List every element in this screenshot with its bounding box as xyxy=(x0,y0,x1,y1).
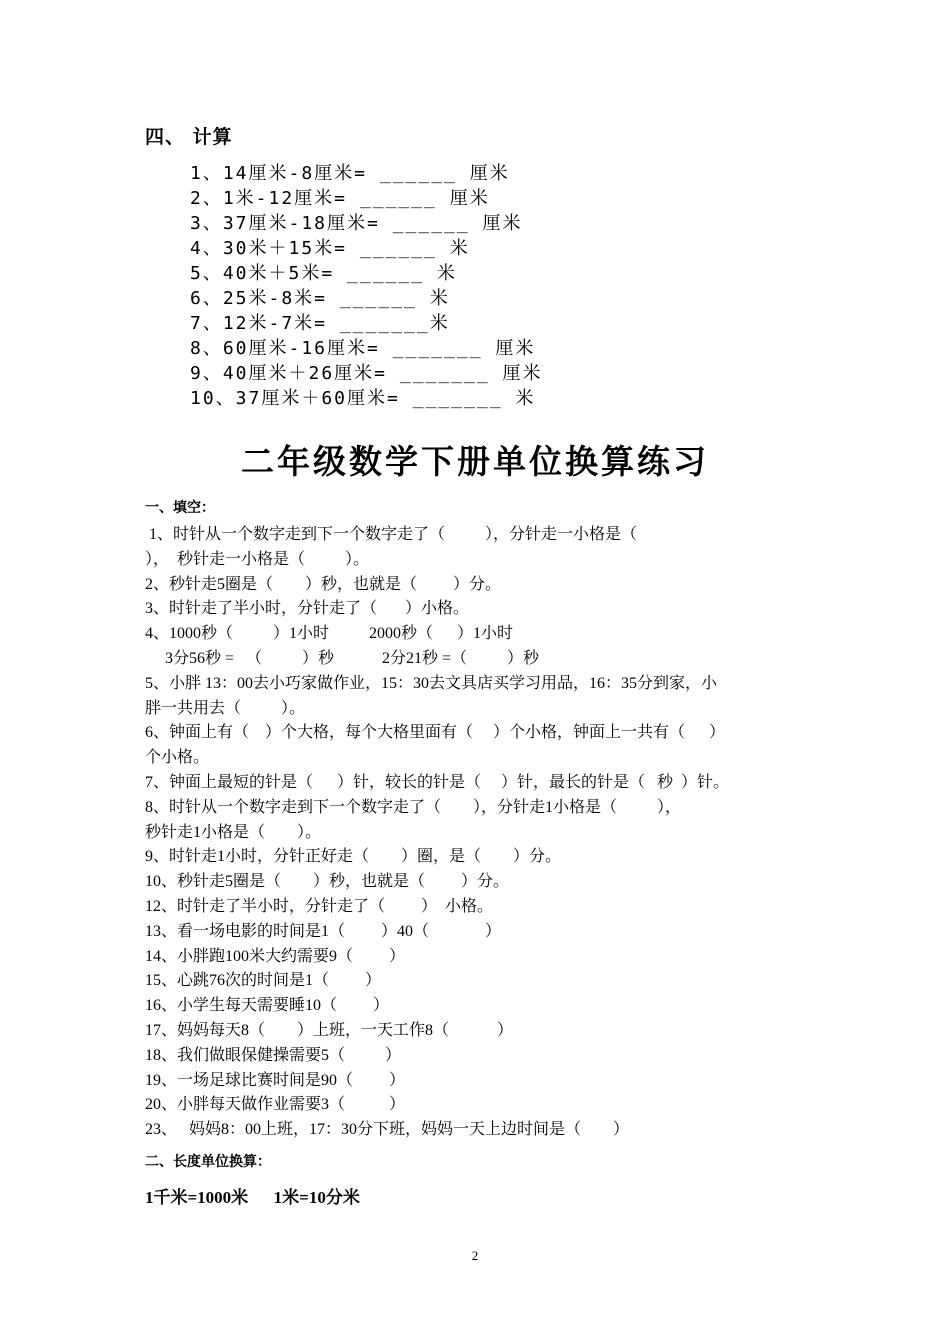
question-line: 秒针走1小格是（ ）。 xyxy=(145,823,322,841)
question-line: 6、钟面上有（ ）个大格，每个大格里面有（ ）个小格，钟面上一共有（ ） xyxy=(145,724,726,742)
question-line: 7、钟面上最短的针是（ ）针，较长的针是（ ）针，最长的针是（ 秒 ）针。 xyxy=(145,773,730,791)
question-line: 20、小胖每天做作业需要3（ ） xyxy=(145,1096,406,1114)
fill-in-list xyxy=(145,523,815,1143)
question-line: 2、秒针走5圈是（ ）秒，也就是（ ）分。 xyxy=(145,575,502,593)
question-line: 8、时针从一个数字走到下一个数字走了（ ），分针走1小格是（ ）， xyxy=(145,798,682,816)
question-line: 胖一共用去（ ）。 xyxy=(145,699,306,717)
calc-item: 10、37厘米＋60厘米= _______ 米 xyxy=(190,388,536,409)
question-line: 16、小学生每天需要睡10（ ） xyxy=(145,997,390,1015)
question-line: 4、1000秒（ ）1小时 2000秒（ ）1小时 xyxy=(145,625,514,643)
question-line: ）， 秒针走一小格是（ ）。 xyxy=(145,550,370,568)
question-line: 23、 妈妈8：00上班，17：30分下班，妈妈一天上边时间是（ ） xyxy=(145,1121,630,1139)
calc-item: 9、40厘米＋26厘米= _______ 厘米 xyxy=(190,363,543,384)
calc-item: 2、1米-12厘米= ______ 厘米 xyxy=(190,188,490,209)
question-line: 14、小胖跑100米大约需要9（ ） xyxy=(145,947,406,965)
question-line: 18、我们做眼保健操需要5（ ） xyxy=(145,1046,402,1064)
question-line: 17、妈妈每天8（ ）上班，一天工作8（ ） xyxy=(145,1021,514,1039)
question-line: 19、一场足球比赛时间是90（ ） xyxy=(145,1071,406,1089)
question-line: 个小格。 xyxy=(145,749,210,767)
unit-conversion-line: 1千米=1000米 1米=10分米 xyxy=(145,1188,360,1207)
calc-item: 8、60厘米-16厘米= _______ 厘米 xyxy=(190,338,536,359)
calc-list xyxy=(190,161,543,411)
question-line: 15、心跳76次的时间是1（ ） xyxy=(145,972,382,990)
section-heading-fill: 一、填空： xyxy=(145,500,215,516)
question-line: 1、时针从一个数字走到下一个数字走了（ ），分针走一小格是（ xyxy=(145,526,638,543)
worksheet-title: 二年级数学下册单位换算练习 xyxy=(241,442,709,481)
calc-item: 7、12米-7米= _______米 xyxy=(190,313,450,334)
question-line: 9、时针走1小时，分针正好走（ ）圈，是（ ）分。 xyxy=(145,848,562,866)
question-line: 5、小胖 13：00去小巧家做作业，15：30去文具店买学习用品，16：35分到家，小 xyxy=(145,674,718,692)
calc-item: 6、25米-8米= ______ 米 xyxy=(190,288,450,309)
question-line: 13、看一场电影的时间是1（ ）40（ ） xyxy=(145,922,502,940)
section-heading-calc: 四、 计算 xyxy=(145,126,233,148)
section-heading-length: 二、长度单位换算： xyxy=(145,1154,271,1170)
question-line: 10、秒针走5圈是（ ）秒，也就是（ ）分。 xyxy=(145,873,510,891)
calc-item: 4、30米＋15米= ______ 米 xyxy=(190,238,470,259)
page-number: 2 xyxy=(471,1248,479,1263)
question-line: 3分56秒 = （ ）秒 2分21秒 =（ ）秒 xyxy=(145,649,540,667)
question-line: 12、时针走了半小时，分针走了（ ） 小格。 xyxy=(145,897,494,915)
calc-item: 1、14厘米-8厘米= ______ 厘米 xyxy=(190,163,510,184)
calc-item: 3、37厘米-18厘米= ______ 厘米 xyxy=(190,213,523,234)
question-line: 3、时针走了半小时，分针走了（ ）小格。 xyxy=(145,600,470,618)
calc-item: 5、40米＋5米= ______ 米 xyxy=(190,263,457,284)
